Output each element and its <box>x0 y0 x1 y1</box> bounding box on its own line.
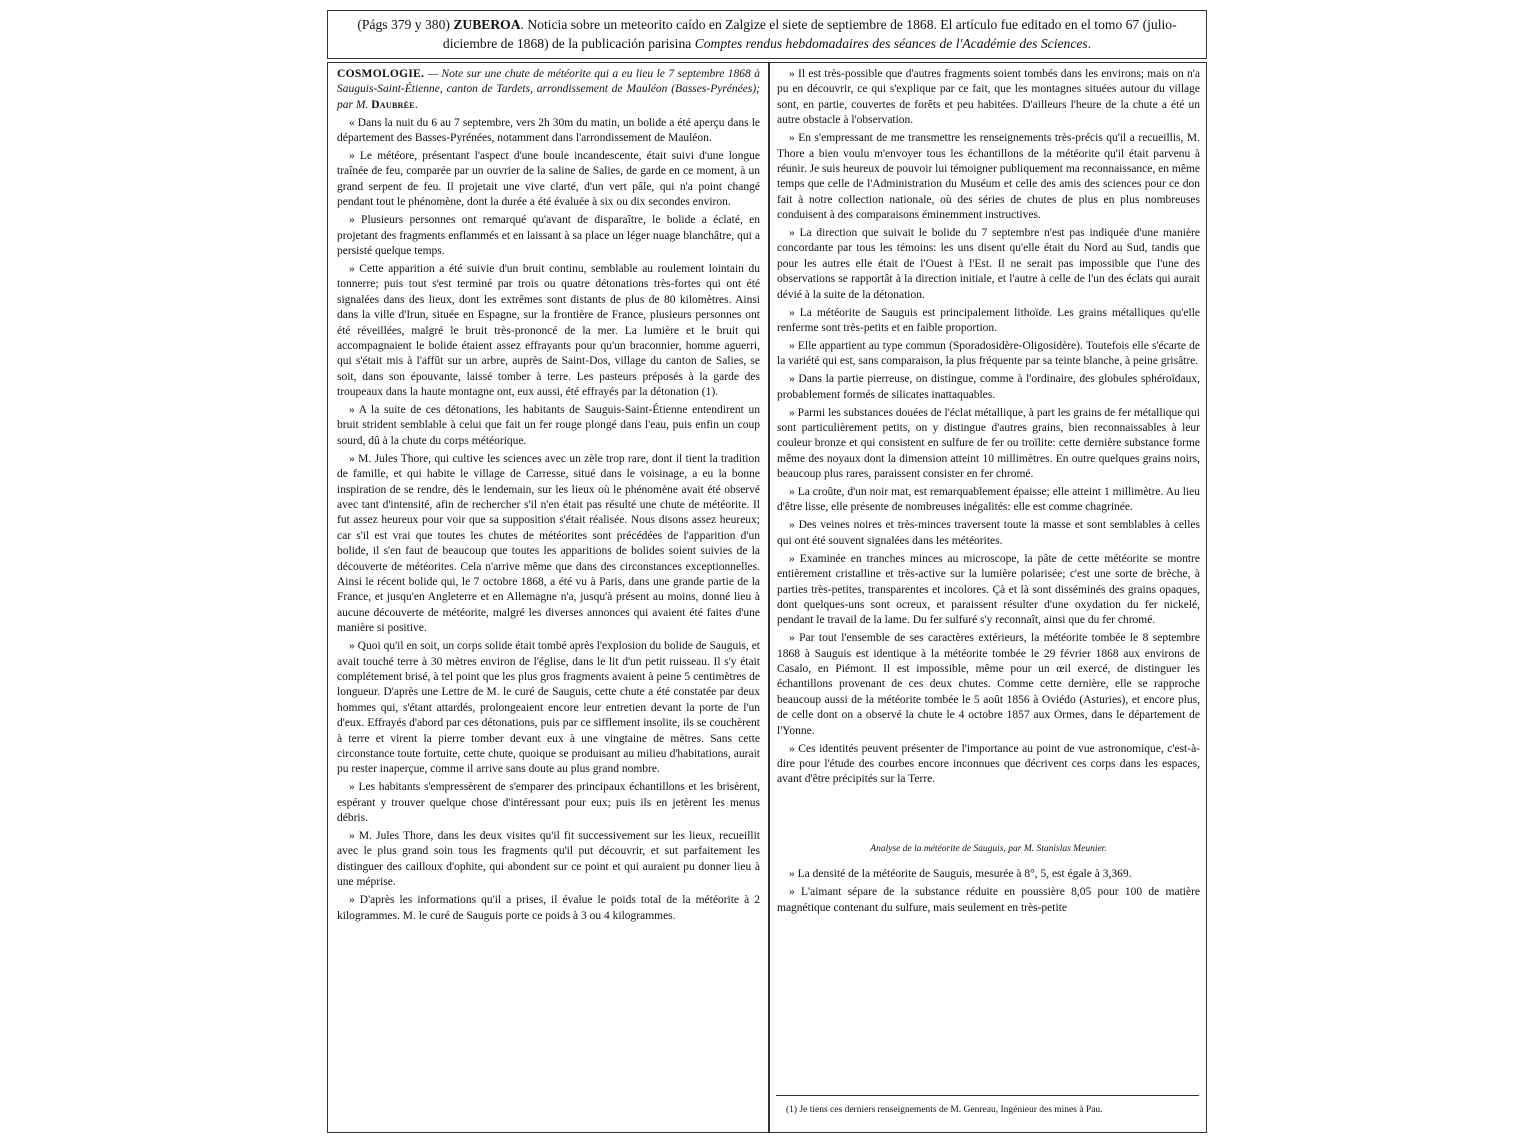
header-publication: Comptes rendus hebdomadaires des séances de l'Académie des Sciences <box>694 36 1088 51</box>
paragraph: » L'aimant sépare de la substance réduite en poussière 8,05 pour 100 de matière magnétique contenant du sulfure, mais seulement en très-petite <box>777 886 1200 914</box>
header-caption <box>327 10 1207 59</box>
paragraph: » Les habitants s'empressèrent de s'emparer des principaux échantillons et les brisèrent, espérant y trouver quelque chose d'intéressant pour eux; puis ils en jetèrent les menus débris. <box>337 781 760 825</box>
section-label: COSMOLOGIE. <box>337 68 425 80</box>
left-column <box>337 67 760 926</box>
paragraph: » D'après les informations qu'il a prises, il évalue le poids total de la météorite à 2 kilogrammes. M. le curé de Sauguis porte ce poids à 3 ou 4 kilogrammes. <box>337 894 760 922</box>
right-column <box>777 67 1200 918</box>
paragraph: » En s'empressant de me transmettre les renseignements très-précis qu'il a recueillis, M. Thore a bien voulu m'envoyer tous les échantillons de la météorite qu'il était parvenu à réunir. Je suis heureux de pouvoir lui témoigner publiquement ma reconnaissance, en même temps que celle de l'Administration du Muséum et celle des amis des sciences pour ce don fait à notre collection nationale, où des séries de chutes de plus en plus nombreuses conduisent à des comparaisons éminemment instructives. <box>777 132 1200 222</box>
header-bold-title: ZUBEROA <box>453 17 521 32</box>
header-suffix: . <box>1087 36 1092 51</box>
paragraph: » Quoi qu'il en soit, un corps solide était tombé après l'explosion du bolide de Sauguis, et avait touché terre à 30 mètres environ de l'église, dans le lit d'un petit ruisseau. Il s'y était complétement brisé, à tel point que les plus gros fragments avaient à peine 5 centimètres de longueur. D'après une Lettre de M. le curé de Sauguis, cette chute a été constatée par deux hommes qui, s'étant attardés, prolongeaient encore leur entretien devant la porte de l'un d'eux. Effrayés d'abord par ces détonations, puis par ce sifflement insolite, ils se couchèrent à terre et virent la pierre tomber devant eux à une vingtaine de mètres. Sans cette circonstance toute fortuite, cette chute, quoique se produisant au milieu d'habitations, aurait pu rester inaperçue, comme il arrive sans doute au plus grand nombre. <box>337 640 760 776</box>
paragraph: » La densité de la météorite de Sauguis, mesurée à 8°, 5, est égale à 3,369. <box>789 868 1132 881</box>
title-end: . <box>414 98 418 111</box>
paragraph: » Dans la partie pierreuse, on distingue, comme à l'ordinaire, des globules sphéroïdaux, probablement formés de silicates inattaquables. <box>777 373 1200 401</box>
header-prefix: (Págs 379 y 380) <box>357 17 454 32</box>
paragraph: » M. Jules Thore, dans les deux visites qu'il fit successivement sur les lieux, recueillit avec le plus grand soin tous les fragments qu'il put découvrir, et sut parfaitement les distinguer des cailloux d'ophite, qui abondent sur ce point et qui auraient pu donner lieu à une méprise. <box>337 830 760 889</box>
article-title <box>337 67 760 113</box>
paragraph: » Des veines noires et très-minces traversent toute la masse et sont semblables à celles qui ont été souvent signalées dans les météorites. <box>777 519 1200 547</box>
article-page <box>327 62 1207 1133</box>
paragraph: » La direction que suivait le bolide du 7 septembre n'est pas indiquée d'une manière concordante par tous les témoins: les uns disent qu'elle était du Nord au Sud, tandis que pour les autres elle était de l'Ouest à l'Est. Il ne serait pas impossible que l'une des observations se rapportât à la direction initiale, et l'autre à celle de l'un des éclats qui aurait dévié à la suite de la détonation. <box>777 227 1200 301</box>
author-name: Daubrée <box>371 98 415 111</box>
analysis-heading: Analyse de la météorite de Sauguis, par M. Stanislas Meunier. <box>870 843 1107 854</box>
paragraph: » La croûte, d'un noir mat, est remarquablement épaisse; elle atteint 1 millimètre. Au lieu d'être lisse, elle présente de nombreuses inégalités: elle est comme chagrinée. <box>777 486 1200 514</box>
paragraph: » Cette apparition a été suivie d'un bruit continu, semblable au roulement lointain du tonnerre; puis tout s'est terminé par trois ou quatre détonations très-fortes qui ont été signalées dans des lieux, dont les extrêmes sont distants de plus de 80 kilomètres. Ainsi dans la ville d'Irun, située en Espagne, sur la frontière de France, plusieurs personnes ont été réveillées, malgré le bruit très-prononcé de la mer. La lumière et le bruit qui accompagnaient le bolide étaient assez effrayants pour qu'un braconnier, homme aguerri, qui s'était mis à l'affût sur un arbre, auprès de Saint-Dos, village du canton de Salies, se soit, dans son épouvante, laissé tomber à terre. Les pasteurs préposés à la garde des troupeaux dans la haute montagne ont, eux aussi, été effrayés par la détonation (1). <box>337 262 760 399</box>
paragraph: » A la suite de ces détonations, les habitants de Sauguis-Saint-Étienne entendirent un bruit strident semblable à celui que fait un fer rouge plongé dans l'eau, puis enfin un coup sourd, dû à la chute du corps météorique. <box>337 404 760 447</box>
footnote-rule <box>776 1095 1199 1096</box>
column-divider <box>768 63 770 1132</box>
footnote: (1) Je tiens ces derniers renseignements de M. Genreau, Ingénieur des mines à Pau. <box>786 1105 1103 1115</box>
paragraph: » Plusieurs personnes ont remarqué qu'avant de disparaître, le bolide a éclaté, en projetant des fragments enflammés et en laissant à sa place un léger nuage blanchâtre, qui a persisté quelque temps. <box>337 214 760 257</box>
paragraph: » Elle appartient au type commun (Sporadosidère-Oligosidère). Toutefois elle s'écarte de la variété qui est, sans comparaison, la plus fréquente par sa teinte blanche, à peine grisâtre. <box>777 339 1200 368</box>
paragraph: » Parmi les substances douées de l'éclat métallique, à part les grains de fer métallique qui sont particulièrement petits, on y distingue d'autres grains, bien reconnaissables à leur couleur bronze et qui consistent en sulfure de fer ou troïlite: cette dernière substance forme même des noyaux dont la dimension atteint 10 millimètres. En outre quelques grains noirs, beaucoup plus rares, paraissent consister en fer chromé. <box>777 406 1200 481</box>
paragraph: » Le météore, présentant l'aspect d'une boule incandescente, était suivi d'une longue traînée de feu, comparée par un ouvrier de la saline de Salies, de garde en ce moment, à un grand serpent de feu. Il projetait une vive clarté, d'un vert pâle, qui n'a point changé pendant tout le phénomène, dont la durée a été évaluée à six ou dix secondes environ. <box>337 150 760 209</box>
paragraph: « Dans la nuit du 6 au 7 septembre, vers 2h 30m du matin, un bolide a été aperçu dans le département des Basses-Pyrénées, notamment dans l'arrondissement de Mauléon. <box>337 116 760 145</box>
header-middle: . Noticia sobre un meteorito caído en Zalgize el siete de septiembre de 1868. El artículo fue editado en el tomo 67 (julio-diciembre de 1868) de la publicación parisina <box>442 17 1177 51</box>
paragraph: » Il est très-possible que d'autres fragments soient tombés dans les environs; mais on n'a pu en découvrir, ce qui s'explique par ce fait, que les montagnes situées autour du village sont, en partie, couvertes de forêts et peu habitées. D'ailleurs l'heure de la chute a été un autre obstacle à l'observation. <box>777 68 1200 127</box>
title-text: — Note sur une chute de météorite qui a eu lieu le 7 septembre 1868 à Sauguis-Saint-Étienne, canton de Tardets, arrondissement de Mauléon (Basses-Pyrénées); par M. <box>337 68 760 111</box>
paragraph: » Ces identités peuvent présenter de l'importance au point de vue astronomique, c'est-à-dire pour l'étude des courbes encore inconnues que décrivent ces corps dans les espaces, avant d'être précipités sur la Terre. <box>777 742 1200 786</box>
paragraph: » Examinée en tranches minces au microscope, la pâte de cette météorite se montre entièrement cristalline et très-active sur la lumière polarisée; c'est une sorte de brèche, à parties très-petites, transparentes et incolores. Çà et là sont disséminés des grains opaques, dont quelques-uns sont ocreux, et paraissent résulter d'une oxydation du fer nickelé, pendant le travail de la lame. Du fer sulfuré s'y reconnaît, ainsi que du fer chromé. <box>777 552 1200 627</box>
paragraph: » M. Jules Thore, qui cultive les sciences avec un zèle trop rare, dont il tient la tradition de famille, et qui habite le village de Carresse, situé dans le voisinage, a eu la bonne inspiration de se rendre, dès le lendemain, sur les lieux où le phénomène avait été observé avec tant d'intensité, afin de rechercher s'il n'en était pas résulté une chute de météorite. Il fut assez heureux pour voir que sa supposition s'était réalisée. Nous disons assez heureux; car s'il est vrai que toutes les chutes de météorites sont précédées de l'apparition d'un bolide, il s'en faut de beaucoup que toutes les apparitions de bolides soient suivies de la découverte de météorites. Cela n'arrive même que dans des circonstances exceptionnelles. Ainsi le récent bolide qui, le 7 octobre 1868, a été vu à Paris, dans une grande partie de la France, et jusqu'en Angleterre et en Allemagne n'a, jusqu'à présent au moins, donné lieu à aucune découverte de météorite, malgré les diverses annonces qui avaient été faites d'une manière si positive. <box>337 452 760 635</box>
paragraph: » Par tout l'ensemble de ses caractères extérieurs, la météorite tombée le 8 septembre 1868 à Sauguis est identique à la météorite tombée le 29 février 1868 aux environs de Casalo, en Piémont. Il est impossible, même pour un œil exercé, de distinguer les échantillons provenant de ces deux chutes. Comme cette dernière, elle se rapproche beaucoup aussi de la météorite tombée le 5 août 1856 à Oviédo (Asturies), et encore plus, de celle dont on a observé la chute le 4 octobre 1857 aux Ormes, dans le département de l'Yonne. <box>777 632 1200 737</box>
paragraph: » La météorite de Sauguis est principalement lithoïde. Les grains métalliques qu'elle renferme sont très-petits et en faible proportion. <box>777 306 1200 334</box>
